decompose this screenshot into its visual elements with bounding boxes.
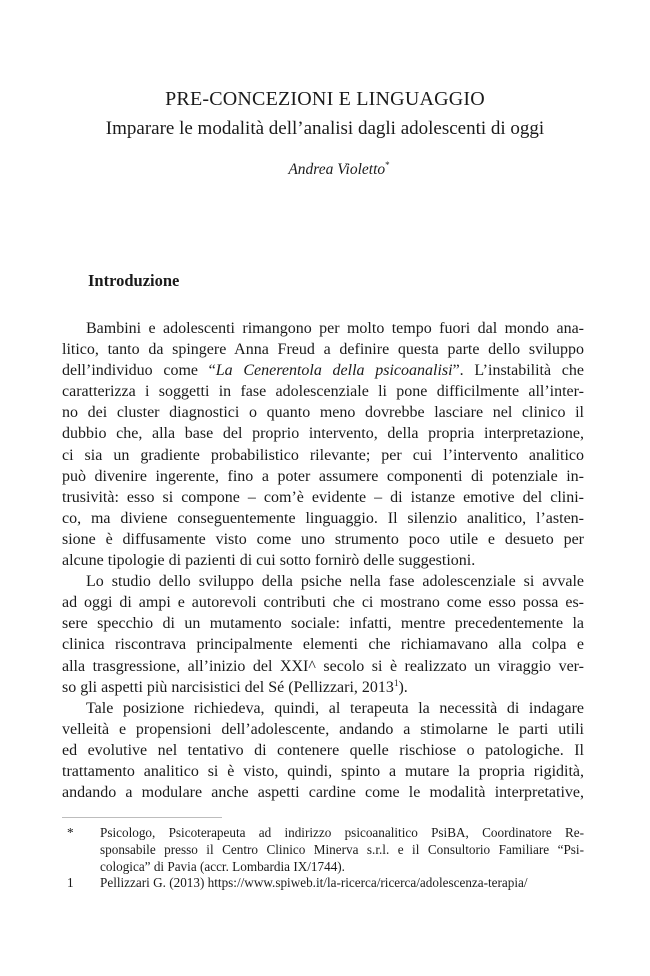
text-line	[62, 677, 584, 698]
text-line: ci sia un gradiente probabilistico rilevante; per cui l’intervento analitico	[62, 446, 584, 464]
footnote-line: cologica” di Pavia (accr. Lombardia IX/1744).	[100, 858, 345, 874]
author-line	[0, 160, 650, 179]
text-line: Bambini e adolescenti rimangono per molto tempo fuori dal mondo ana-	[86, 320, 584, 337]
text-run: so gli aspetti più narcisistici del Sé (Pellizzari, 2013	[62, 678, 394, 696]
text-line: no dei cluster diagnostici o quanto meno dovrebbe lasciare nel clinico il	[62, 404, 584, 422]
article-subtitle: Imparare le modalità dell’analisi dagli adolescenti di oggi	[105, 118, 545, 139]
footnote	[62, 875, 584, 892]
body-text	[62, 318, 584, 803]
text-line: clinica riscontrava principalmente elementi che richiamavano alla colpa e	[62, 636, 584, 654]
text-run: ).	[398, 678, 408, 696]
text-line: andando a modulare anche aspetti cardine come le modalità interpretative,	[62, 784, 584, 802]
footnote-link[interactable]: Pellizzari G. (2013) https://www.spiweb.it/la-ricerca/ricerca/adolescenza-terapia/	[100, 875, 528, 891]
text-line: sione è diffusamente visto come uno strumento poco utile e desueto per	[62, 530, 584, 548]
text-line: sere specchio di un mutamento sociale: infatti, mentre precedentemente la	[62, 615, 584, 633]
paragraph	[62, 318, 584, 571]
footnote	[62, 825, 584, 875]
text-line: alla trasgressione, all’inizio del XXI^ secolo si è realizzato un viraggio ver-	[62, 657, 584, 675]
footnote-mark: *	[67, 825, 74, 840]
paragraph	[62, 571, 584, 698]
text-line: trusività: esso si compone – com’è evidente – di istanze emotive del clini-	[62, 488, 584, 506]
text-run: ”. L’instabilità che	[452, 362, 584, 380]
text-line: velleità e propensioni dell’adolescente, andando a stimolarne le parti utili	[62, 720, 584, 738]
text-line	[62, 360, 584, 381]
section-heading: Introduzione	[88, 271, 180, 290]
footnote-mark: 1	[67, 875, 74, 891]
text-line: alcune tipologie di pazienti di cui sotto fornirò delle suggestioni.	[62, 552, 476, 570]
italic-title: La Cenerentola della psicoanalisi	[215, 362, 453, 380]
text-line: caratterizza i soggetti in fase adolescenziale li pone difficilmente all’inter-	[62, 383, 584, 401]
text-line: co, ma diviene conseguentemente linguaggio. Il silenzio analitico, l’asten-	[62, 509, 584, 527]
text-line: può divenire ingerente, fino a poter assumere componenti di potenziale in-	[62, 467, 584, 485]
article-title: PRE-CONCEZIONI E LINGUAGGIO	[165, 88, 485, 110]
text-line: ad oggi di ampi e autorevoli contributi che ci mostrano come esso possa es-	[62, 594, 584, 612]
text-line: dubbio che, alla base del proprio intervento, della propria interpretazione,	[62, 425, 584, 443]
text-line: litico, tanto da spingere Anna Freud a definire questa parte dello sviluppo	[62, 341, 584, 359]
text-line: Tale posizione richiedeva, quindi, al terapeuta la necessità di indagare	[86, 699, 584, 717]
author-name: Andrea Violetto	[288, 161, 386, 178]
footnote-line: Psicologo, Psicoterapeuta ad indirizzo psicoanalitico PsiBA, Coordinatore Re-	[100, 825, 584, 840]
author-footnote-mark: *	[385, 160, 390, 170]
text-run: dell’individuo come “	[62, 362, 216, 380]
text-line: trattamento analitico si è visto, quindi, spinto a mutare la propria rigidità,	[62, 762, 584, 780]
footnote-line: sponsabile presso il Centro Clinico Minerva s.r.l. e il Consultorio Familiare “Psi-	[100, 841, 584, 857]
paragraph	[62, 698, 584, 803]
footnote-ref[interactable]: 1	[393, 677, 399, 688]
footnotes	[62, 825, 584, 892]
text-line: Lo studio dello sviluppo della psiche nella fase adolescenziale si avvale	[86, 573, 584, 591]
footnote-divider	[62, 817, 222, 818]
text-line: ed evolutive nel tentativo di contenere quelle rischiose o patologiche. Il	[62, 741, 584, 759]
